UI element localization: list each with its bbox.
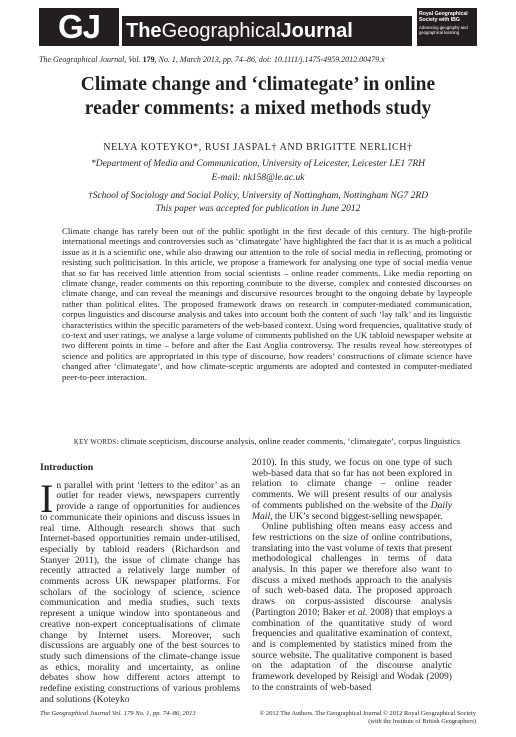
intro-text: n parallel with print ‘letters to the editor’ as an outlet for reader views, newspapers currently provide a range of opportunities for audiences to communicate their opinions and discuss issues in real time. Although research shows that such Internet-based opportunities remain under-utilised, especially by tabloid readers (Richardson and Stanyer 2011), the issue of climate change has recently attracted a relatively large number of comments across UK newspaper platforms. For scholars of the sociology of science, science communication and media studies, such texts represent a unique window into spontaneous and creative non-expert conceptualisations of climate change by Internet users. Moreover, such discussions are arguably one of the best sources to study such dimensions of the climate-change issue as ethics, morality and uncertainty, as online debates show how different actors attempt to redefine existing constructions of various problems and solutions (Koteyko xyxy=(40,479,240,705)
citation-vol-label: Vol. xyxy=(128,55,141,64)
section-heading-introduction: Introduction xyxy=(40,462,94,473)
drop-cap: I xyxy=(40,475,54,521)
citation-journal: The Geographical Journal, xyxy=(39,55,127,64)
citation-line xyxy=(39,55,479,64)
society-name: Royal Geographical Society with IBG xyxy=(419,11,468,23)
journal-masthead xyxy=(39,8,477,46)
citation-volume: 179 xyxy=(142,55,155,64)
footer-copyright-line-1: © 2012 The Authors. The Geographical Journal © 2012 Royal Geographical Society xyxy=(259,710,476,717)
intro-paragraph xyxy=(40,475,240,706)
keywords-text: climate scepticism, discourse analysis, online reader comments, ‘climategate’, corpus linguistics xyxy=(120,436,461,446)
et-al: et al. xyxy=(348,606,368,618)
abstract: Climate change has rarely been out of the public spotlight in the first decade of this century. The high-profile international meetings and controversies such as ‘climategate’ have highlighted the fact that it is as much a political issue as it is a scientific one, while also drawing our attention to the role of social media in reflecting, promoting or resisting such politicisation. In this article, we propose a framework for analysing one type of social media venue that so far has received little attention from social scientists – online reader comments. Like media reporting on climate change, reader comments on this reporting contribute to the diverse, complex and contested discourses on climate change, and can reveal the meanings and discursive resources brought to the ongoing debate by laypeople rather than political elites. The proposed framework draws on research in computer-mediated communication, corpus linguistics and discourse analysis and takes into account both the content of such ‘lay talk’ and its linguistic characteristics within the specific parameters of the web-based context. Using word frequencies, qualitative study of co-text and user ratings, we analyse a large volume of comments published on the UK tabloid newspaper website at two different points in time – before and after the East Anglia controversy. The results reveal how stereotypes of science and politics are appropriated in this type of discourse, how readers’ constructions of climate science have changed after ‘climategate’, and how climate-sceptic arguments are adopted and contested in computer-mediated peer-to-peer interaction. xyxy=(62,226,472,382)
journal-title-banner xyxy=(122,16,412,46)
footer-journal-info: The Geographical Journal Vol. 179 No. 1, pp. 74–86, 2013 xyxy=(40,710,196,717)
right-p1-text-b: , the UK’s second biggest-selling newspaper. xyxy=(270,510,443,522)
journal-logo: GJ xyxy=(39,8,119,46)
keywords-label: KEY WORDS: xyxy=(73,439,119,446)
author-list: NELYA KOTEYKO*, RUSI JASPAL† AND BRIGITTE NERLICH† xyxy=(103,142,413,153)
article-title-line-1: Climate change and ‘climategate’ in online xyxy=(80,74,436,95)
body-column-left xyxy=(40,463,240,705)
journal-title-main: Geographical xyxy=(161,20,281,42)
right-p2-text-a: Online publishing often means easy access and few restrictions on the size of online contributions, translating into the vast volume of texts that present methodological challenges in terms of data analysis. In this paper we therefore also want to discuss a mixed methods approach to the analysis of such web-based data. The proposed approach draws on corpus-assisted discourse analysis (Partington 2010; Baker xyxy=(252,521,452,618)
newspaper-name: Daily Mail xyxy=(252,499,452,522)
journal-title-bold: Journal xyxy=(280,20,353,42)
footer-copyright xyxy=(250,710,476,726)
right-paragraph-1 xyxy=(252,458,452,522)
body-column-right xyxy=(252,458,452,693)
keywords xyxy=(62,436,472,448)
author-email: E-mail: nk158@le.ac.uk xyxy=(211,173,305,183)
journal-title-prefix: The xyxy=(126,20,162,42)
society-logo xyxy=(417,8,477,46)
affiliation-leicester: *Department of Media and Communication, University of Leicester, Leicester LE1 7RH xyxy=(90,159,426,169)
right-p2-text-b: 2008) that employs a combination of the quantitative study of word frequencies and qualitative examination of context, and is complemented by statistics mined from the source website. The qualitative component is based on the adaptation of the discourse analytic framework developed by Reisigl and Wodak (2009) to the constraints of web-based xyxy=(252,606,452,693)
right-p1-text-a: 2010). In this study, we focus on one type of such web-based data that so far has not been explored in relation to climate change – online reader comments. We will present results of our analysis of comments published on the website of the xyxy=(252,457,452,511)
article-title xyxy=(40,73,476,121)
affiliation-nottingham: †School of Sociology and Social Policy, University of Nottingham, Nottingham NG7 2RD xyxy=(87,191,429,201)
right-paragraph-2 xyxy=(252,522,452,693)
acceptance-note: This paper was accepted for publication in June 2012 xyxy=(155,204,361,214)
article-title-line-2: reader comments: a mixed methods study xyxy=(84,98,432,119)
footer-copyright-line-2: (with the Institute of British Geographers) xyxy=(368,718,476,725)
citation-rest: , No. 1, March 2013, pp. 74–86, doi: 10.1111/j.1475-4959.2012.00479.x xyxy=(154,55,385,64)
society-tagline: Advancing geography and geographical learning xyxy=(419,25,468,35)
